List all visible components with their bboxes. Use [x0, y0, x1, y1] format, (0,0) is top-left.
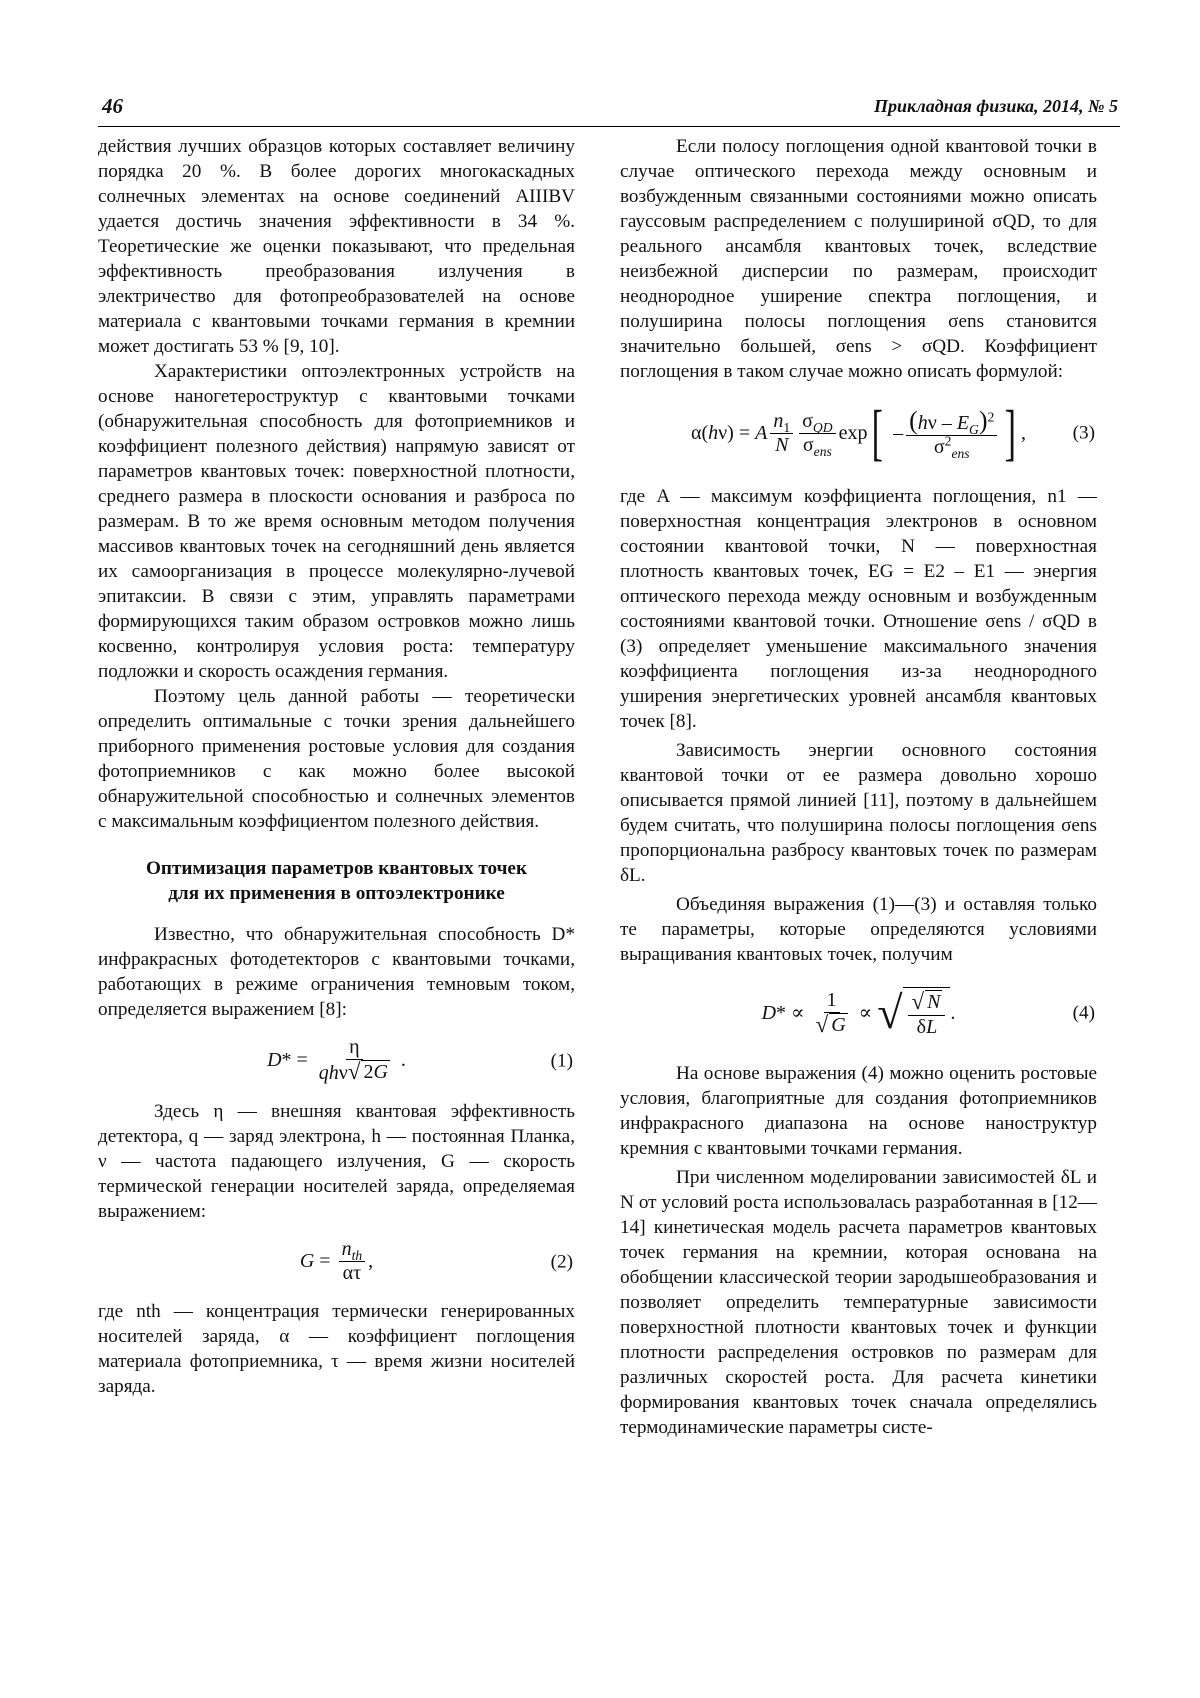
equation-4-number: (4): [1072, 1002, 1095, 1024]
equation-3-body: α( h ν) = A $\frac{n_1}{N}$ $\frac{\sigma_{QD}}{\sigma_{ens}}$ exp [ – $\frac{(h\nu - E_G)^2}{\sigma^2_{ens}}$ ] ,: [691, 399, 1026, 467]
running-header: [98, 90, 1120, 127]
equation-2-number: (2): [550, 1251, 573, 1272]
left-paragraph-4: Известно, что обнаружительная способность D* инфракрасных фотодетекторов с квантовыми точками, работающих в режиме ограничения темновым током, определяется выражением [8]:: [98, 924, 575, 1020]
section-heading-line-2: для их применения в оптоэлектронике: [168, 883, 505, 904]
equation-3-number: (3): [1072, 422, 1095, 444]
equation-1-number: (1): [550, 1050, 573, 1071]
right-paragraph-4: Объединяя выражения (1)—(3) и оставляя только те параметры, которые определяются условиями выращивания квантовых точек, получим: [620, 894, 1097, 965]
left-paragraph-5: Здесь η — внешняя квантовая эффективность детектора, q — заряд электрона, h — постоянная Планка, ν — частота падающего излучения, G — скорость термической генерации носителей заряда, определяемая выражением:: [98, 1101, 575, 1222]
section-heading-line-1: Оптимизация параметров квантовых точек: [145, 858, 528, 879]
right-paragraph-5: На основе выражения (4) можно оценить ростовые условия, благоприятные для создания фотоприемников инфракрасного диапазона на основе наноструктур кремния с квантовыми точками германия.: [620, 1063, 1097, 1159]
right-column: [620, 134, 1097, 1440]
equation-4-body: D * ∝ 1 √ G ∝ √ √ N δL .: [761, 987, 956, 1038]
section-heading: [98, 856, 575, 906]
left-paragraph-3: Поэтому цель данной работы — теоретически определить оптимальные с точки зрения дальнейшего приборного применения ростовые условия для создания фотоприемников с как можно более высокой обнаружительной способностью и солнечных элементов с максимальным коэффициентом полезного действия.: [98, 686, 575, 832]
right-paragraph-6: При численном моделировании зависимостей δL и N от условий роста использовалась разработанная в [12—14] кинетическая модель расчета параметров квантовых точек германия на кремнии, которая основана на обобщении классической теории зародышеобразования и позволяет определить температурные зависимости поверхностной плотности квантовых точек и функции плотности распределения островков по размерам для различных скоростей роста. Для расчета кинетики формирования квантовых точек сначала определялись термодинамические параметры систе-: [620, 1167, 1097, 1438]
journal-title: Прикладная физика, 2014, № 5: [873, 96, 1118, 116]
page-number: 46: [102, 94, 123, 118]
left-column: [98, 134, 575, 1399]
equation-3: [620, 399, 1097, 467]
equation-1-body: D * = η qhν √ 2G .: [267, 1036, 406, 1084]
equation-2: [98, 1238, 575, 1285]
equation-1: [98, 1036, 575, 1085]
right-paragraph-1: Если полосу поглощения одной квантовой точки в случае оптического перехода между основным и возбужденным связанными состояниями можно описать гауссовым распределением с полушириной σQD, то для реального ансамбля квантовых точек, вследствие неизбежной дисперсии по размерам, происходит неоднородное уширение спектра поглощения, и полуширина полосы поглощения σens становится значительно большей, σens > σQD. Коэффициент поглощения в таком случае можно описать формулой:: [620, 136, 1097, 382]
right-paragraph-3: Зависимость энергии основного состояния квантовой точки от ее размера довольно хорошо описывается прямой линией [11], поэтому в дальнейшем будем считать, что полуширина полосы поглощения σens пропорциональна разбросу квантовых точек по размерам δL.: [620, 740, 1097, 886]
left-paragraph-1: действия лучших образцов которых составляет величину порядка 20 %. В более дорогих многокаскадных солнечных элементах на основе соединений AIIIBV удается достичь значения эффективности в 34 %. Теоретические же оценки показывают, что предельная эффективность преобразования излучения в электричество для фотопреобразователей на основе материала с квантовыми точками германия в кремнии может достигать 53 % [9, 10].: [98, 136, 575, 357]
equation-2-body: G = $\frac{n_{th}}{\alpha\tau}$ ,: [299, 1238, 374, 1284]
left-paragraph-6: где nth — концентрация термически генерированных носителей заряда, α — коэффициент поглощения материала фотоприемника, τ — время жизни носителей заряда.: [98, 1301, 575, 1397]
left-paragraph-2: Характеристики оптоэлектронных устройств на основе наногетероструктур с квантовыми точками (обнаружительная способность для фотоприемников и коэффициент полезного действия) напрямую зависят от параметров квантовых точек: поверхностной плотности, среднего размера в плоскости основания и разброса по размерам. В то же время основным методом получения массивов квантовых точек на сегодняшний день является их самоорганизация в процессе молекулярно-лучевой эпитаксии. В связи с этим, управлять параметрами формирующихся таким образом островков можно лишь косвенно, контролируя условия роста: температуру подложки и скорость осаждения германия.: [98, 361, 575, 682]
equation-4: [620, 987, 1097, 1039]
right-paragraph-2: где A — максимум коэффициента поглощения, n1 — поверхностная концентрация электронов в основном состоянии квантовой точки, N — поверхностная плотность квантовых точек, EG = E2 – E1 — энергия оптического перехода между основным и возбужденным состояниями квантовой точки. Отношение σens / σQD в (3) определяет уменьшение максимального значения коэффициента поглощения из-за неоднородного уширения энергетических уровней ансамбля квантовых точек [8].: [620, 486, 1097, 732]
